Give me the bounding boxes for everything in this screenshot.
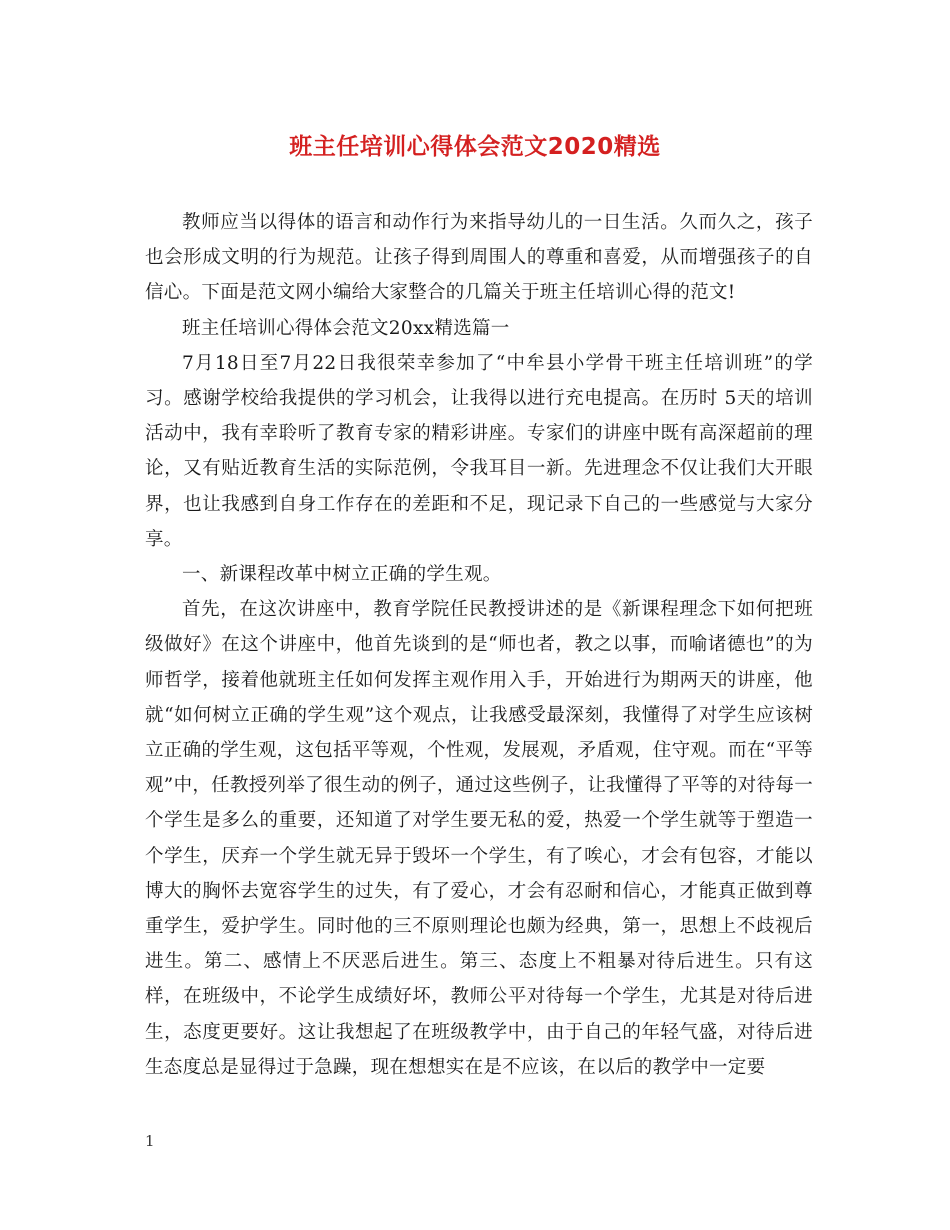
lecture-paragraph: 首先，在这次讲座中，教育学院任民教授讲述的是《新课程理念下如何把班级做好》在这个讲座中，他首先谈到的是“师也者，教之以事，而喻诸德也”的为师哲学，接着他就班主任如何发挥主观作用入手，开始进行为期两天的讲座，他就“如何树立正确的学生观”这个观点，让我感受最深刻，我懂得了对学生应该树立正确的学生观，这包括平等观，个性观，发展观，矛盾观，住守观。而在“平等观”中，任教授列举了很生动的例子，通过这些例子，让我懂得了平等的对待每一个学生是多么的重要，还知道了对学生要无私的爱，热爱一个学生就等于塑造一个学生，厌弃一个学生就无异于毁坏一个学生，有了唉心，才会有包容，才能以博大的胸怀去宽容学生的过失，有了爱心，才会有忍耐和信心，才能真正做到尊重学生，爱护学生。同时他的三不原则理论也颇为经典，第一，思想上不歧视后进生。第二、感情上不厌恶后进生。第三、态度上不粗暴对待后进生。只有这样，在班级中，不论学生成绩好坏，教师公平对待每一个学生，尤其是对待后进生，态度更要好。这让我想起了在班级教学中，由于自己的年轻气盛，对待后进生态度总是显得过于急躁，现在想想实在是不应该，在以后的教学中一定要 [145,599,813,1078]
intro-paragraph: 教师应当以得体的语言和动作行为来指导幼儿的一日生活。久而久之，孩子也会形成文明的行为规范。让孩子得到周围人的尊重和喜爱，从而增强孩子的自信心。下面是范文网小编给大家整合的几篇关于班主任培训心得的范文! [145,212,813,304]
subsection-heading: 一、新课程改革中树立正确的学生观。 [182,564,502,586]
training-paragraph: 7月18日至7月22日我很荣幸参加了“中牟县小学骨干班主任培训班”的学习。感谢学校给我提供的学习机会，让我得以进行充电提高。在历时 5天的培训活动中，我有幸聆听了教育专家的精彩讲座。专家们的讲座中既有高深超前的理论，又有贴近教育生活的实际范例，令我耳目一新。先进理念不仅让我们大开眼界，也让我感到自身工作存在的差距和不足，现记录下自己的一些感觉与大家分享。 [145,352,813,550]
page-number: 1 [145,1132,155,1150]
page-title: 班主任培训心得体会范文2020精选 [289,134,661,160]
section-heading: 班主任培训心得体会范文20xx精选篇一 [182,317,510,339]
document-body [145,205,813,1085]
